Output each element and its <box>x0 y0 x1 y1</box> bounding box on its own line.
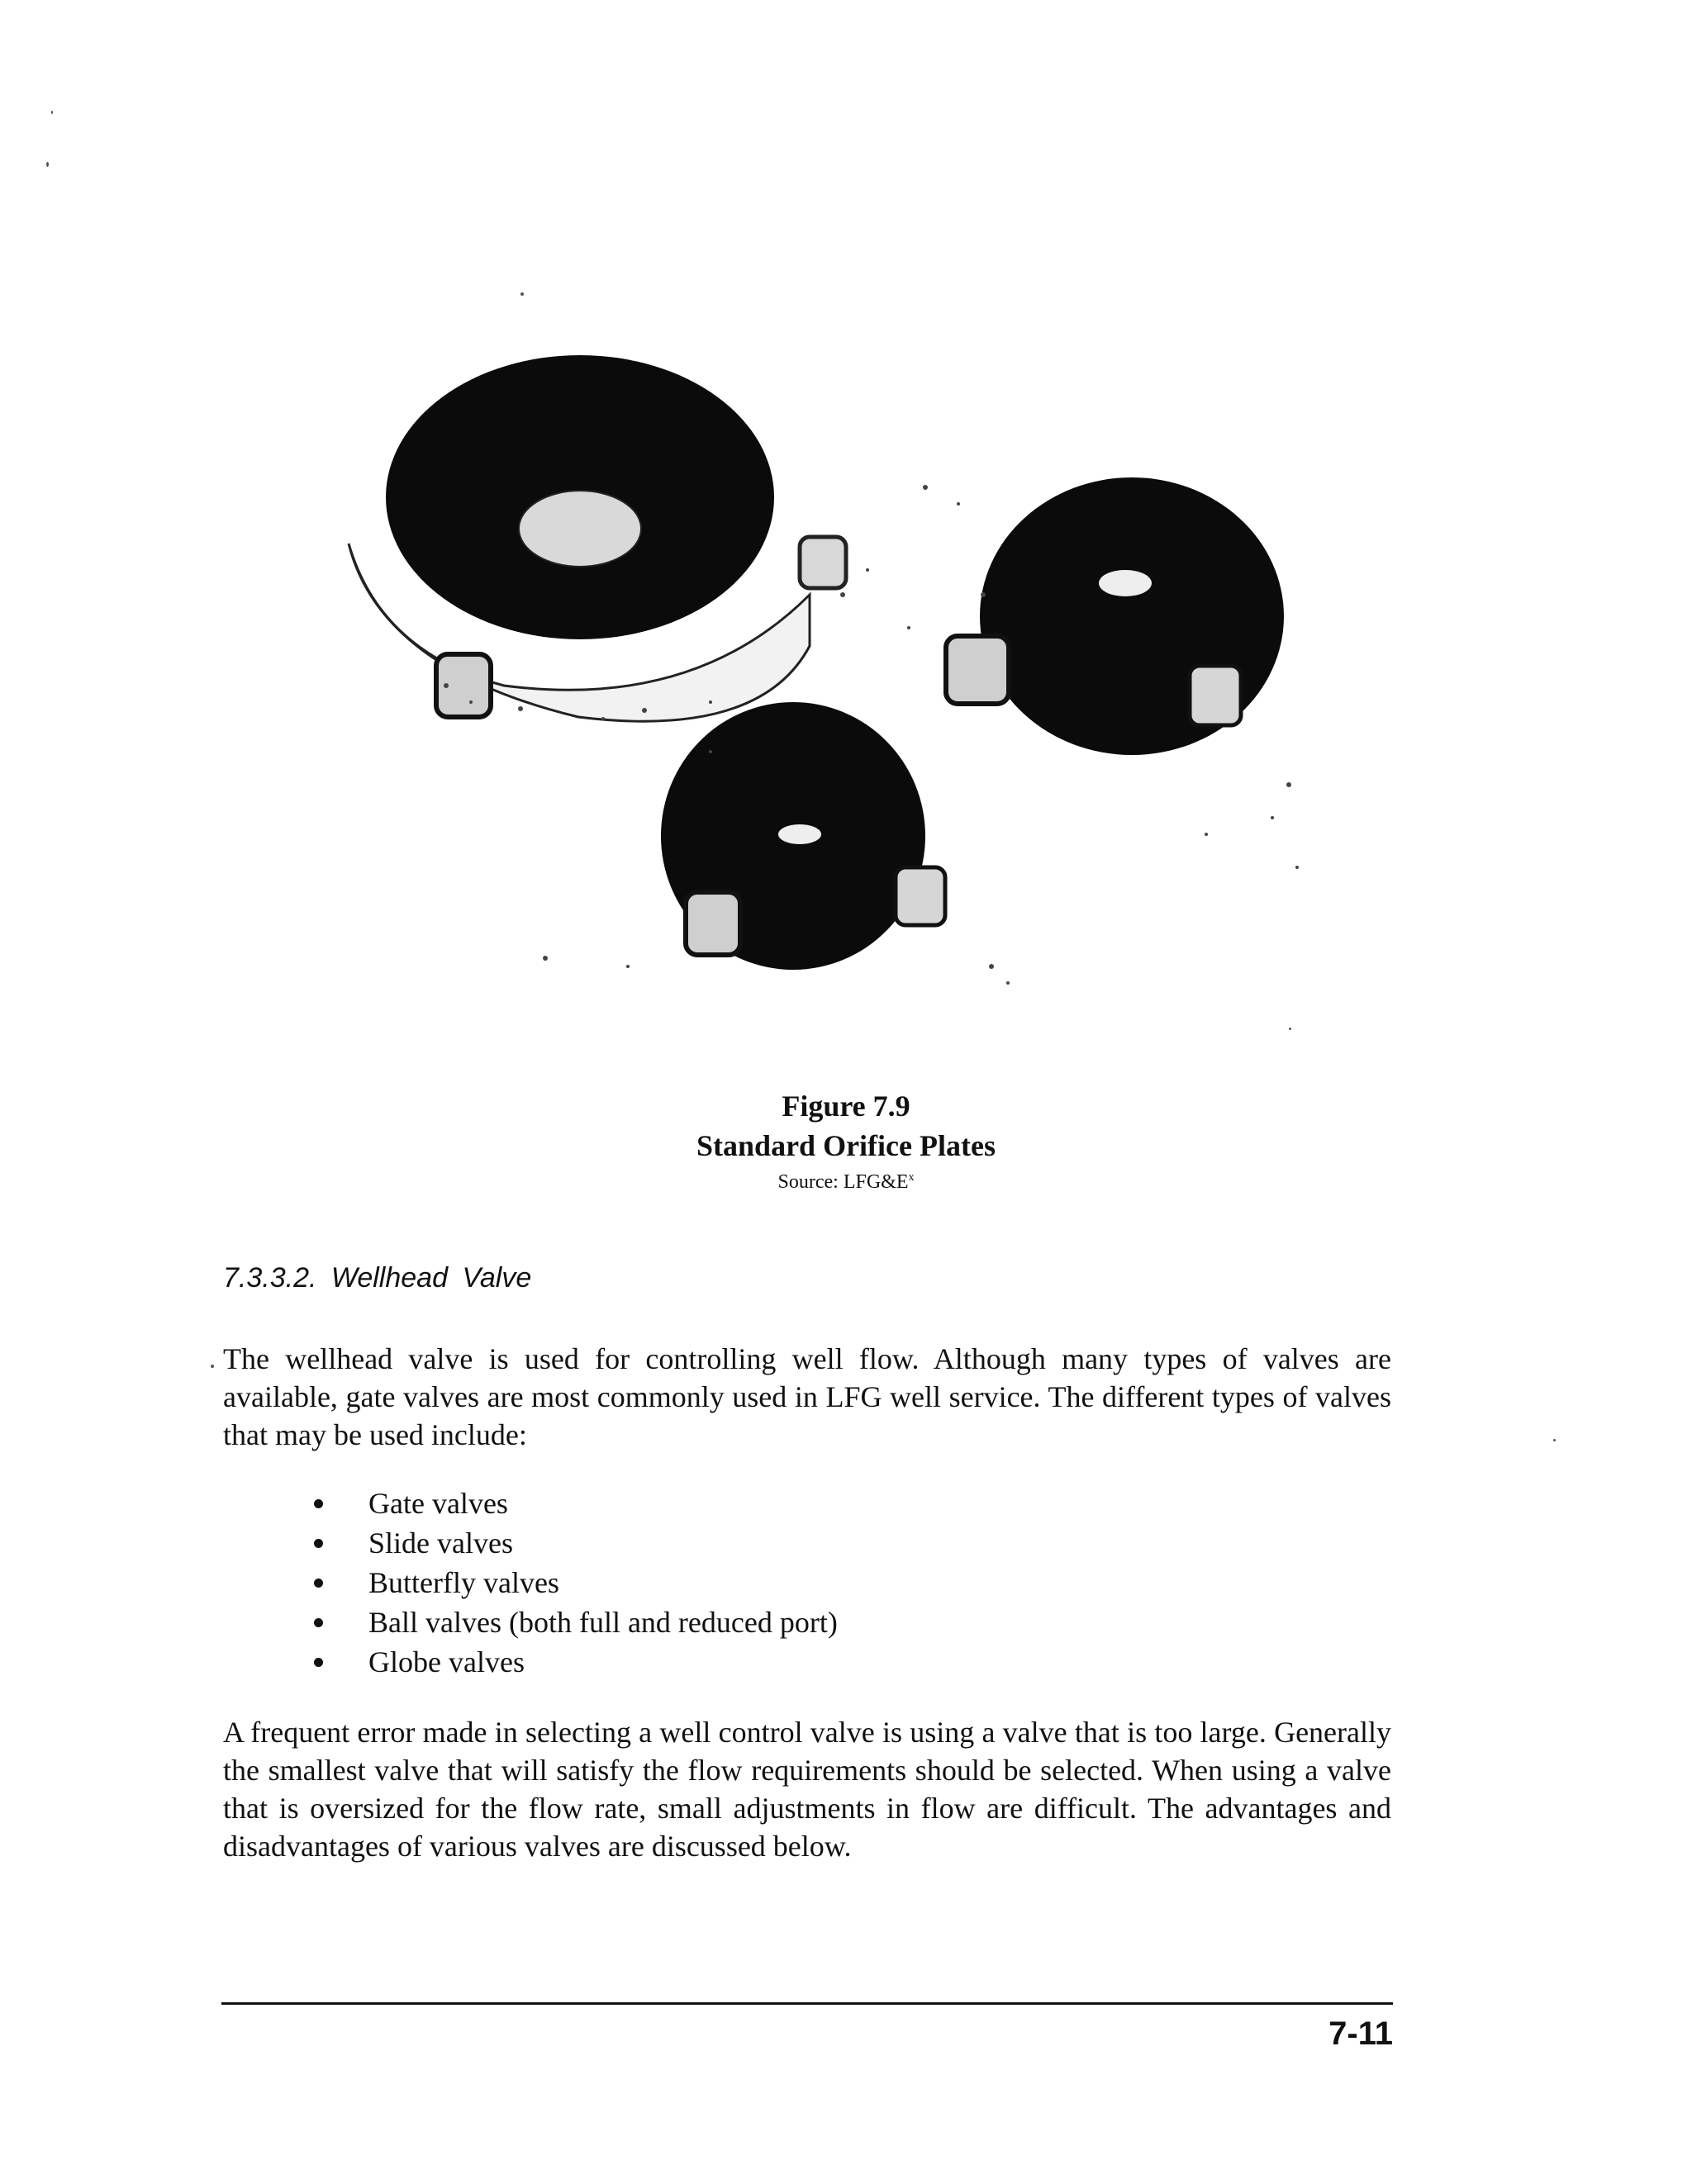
orifice-plates-photo <box>330 322 1322 1049</box>
list-item-text: Gate valves <box>368 1487 508 1520</box>
list-item-text: Ball valves (both full and reduced port) <box>368 1606 838 1639</box>
figure-number: Figure 7.9 <box>782 1090 910 1123</box>
bullet-icon <box>314 1658 323 1667</box>
bullet-icon <box>314 1499 323 1508</box>
bullet-icon <box>314 1539 323 1548</box>
page-number: 7-11 <box>1328 2015 1393 2052</box>
scan-speck <box>1289 1028 1291 1030</box>
valve-types-list <box>314 1484 838 1682</box>
figure-source-text: Source: LFG&E <box>777 1171 909 1193</box>
scan-speck <box>1553 1439 1556 1441</box>
figure-source <box>0 1171 1692 1194</box>
scan-speck <box>51 111 53 114</box>
list-item-text: Slide valves <box>368 1526 513 1560</box>
section-heading: 7.3.3.2. Wellhead Valve <box>223 1262 532 1294</box>
list-item-text: Butterfly valves <box>368 1566 559 1599</box>
small-orifice-plate <box>661 702 945 970</box>
medium-orifice-plate <box>946 477 1284 755</box>
list-item <box>314 1563 838 1602</box>
list-item <box>314 1642 838 1682</box>
figure-source-marker: x <box>908 1171 915 1184</box>
list-item-text: Globe valves <box>368 1645 525 1678</box>
intro-paragraph: The wellhead valve is used for controlling well flow. Although many types of valves are available, gate valves are most commonly used in LFG well service. The different types of valves that may be used include: <box>223 1342 1391 1451</box>
figure-title: Standard Orifice Plates <box>696 1129 996 1162</box>
scan-speck <box>46 162 49 167</box>
list-item <box>314 1484 838 1523</box>
bullet-icon <box>314 1579 323 1588</box>
list-item <box>314 1602 838 1642</box>
footer-rule <box>221 2002 1393 2005</box>
scan-speck <box>211 1365 214 1368</box>
closing-paragraph: A frequent error made in selecting a well control valve is using a valve that is too large. Generally the smallest valve that will satisfy the flow requirements should be selected. When using a valve that is oversized for the flow rate, small adjustments in flow are difficult. The advantages and disadvantages of various valves are discussed below. <box>223 1716 1391 1863</box>
large-orifice-plate <box>349 355 846 721</box>
bullet-icon <box>314 1618 323 1627</box>
list-item <box>314 1523 838 1563</box>
scan-speck <box>520 292 524 296</box>
